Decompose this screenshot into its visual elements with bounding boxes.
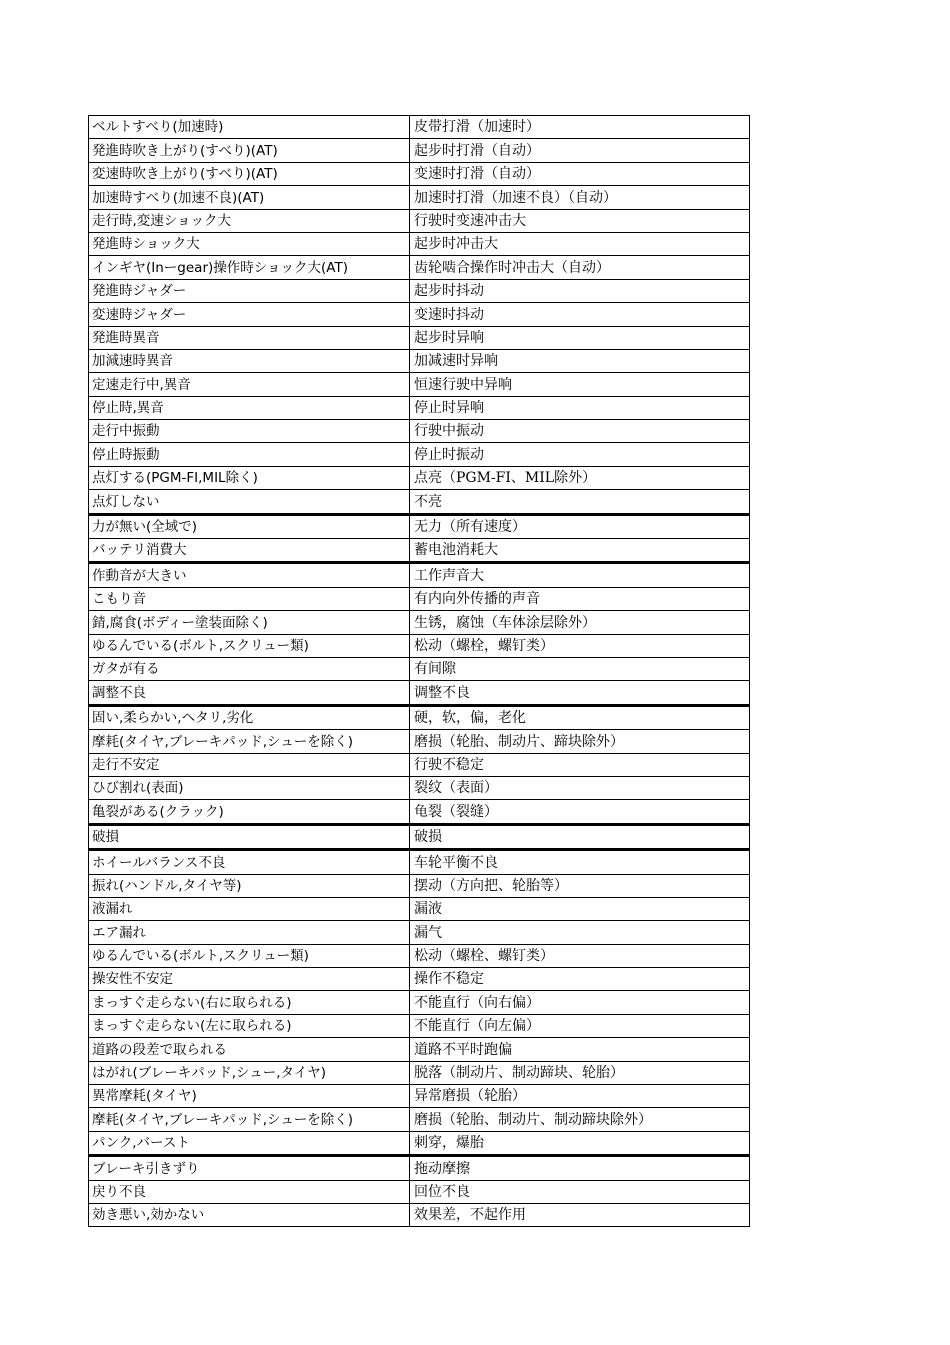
table-row <box>89 1014 750 1037</box>
table-row <box>89 991 750 1014</box>
table-row <box>89 1203 750 1226</box>
japanese-term-cell: こもり音 <box>89 587 410 610</box>
chinese-translation-cell: 无力（所有速度） <box>410 514 750 538</box>
chinese-translation-cell: 生锈，腐蚀（车体涂层除外） <box>410 611 750 634</box>
chinese-translation-cell: 有内向外传播的声音 <box>410 587 750 610</box>
japanese-term-cell: 停止時,異音 <box>89 396 410 419</box>
chinese-translation-cell: 松动（螺栓，螺钉类） <box>410 634 750 657</box>
chinese-translation-cell: 起步时打滑（自动） <box>410 139 750 162</box>
chinese-translation-cell: 调整不良 <box>410 681 750 705</box>
japanese-term-cell: 発進時異音 <box>89 326 410 349</box>
table-row <box>89 373 750 396</box>
table-row <box>89 1061 750 1084</box>
japanese-term-cell: 走行時,変速ショック大 <box>89 209 410 232</box>
japanese-term-cell: 異常摩耗(タイヤ) <box>89 1085 410 1108</box>
chinese-translation-cell: 停止时振动 <box>410 443 750 466</box>
table-row <box>89 874 750 897</box>
table-row <box>89 116 750 139</box>
table-row <box>89 563 750 587</box>
table-row <box>89 824 750 849</box>
japanese-term-cell: バッテリ消費大 <box>89 539 410 563</box>
chinese-translation-cell: 不能直行（向右偏） <box>410 991 750 1014</box>
chinese-translation-cell: 行驶中振动 <box>410 420 750 443</box>
chinese-translation-cell: 不亮 <box>410 490 750 514</box>
japanese-term-cell: 変速時吹き上がり(すべり)(AT) <box>89 162 410 185</box>
chinese-translation-cell: 变速时打滑（自动） <box>410 162 750 185</box>
chinese-translation-cell: 操作不稳定 <box>410 968 750 991</box>
japanese-term-cell: ベルトすべり(加速時) <box>89 116 410 139</box>
japanese-term-cell: まっすぐ走らない(右に取られる) <box>89 991 410 1014</box>
japanese-term-cell: 定速走行中,異音 <box>89 373 410 396</box>
chinese-translation-cell: 道路不平时跑偏 <box>410 1038 750 1061</box>
japanese-term-cell: 摩耗(タイヤ,ブレーキパッド,シューを除く) <box>89 730 410 753</box>
japanese-term-cell: 加速時すべり(加速不良)(AT) <box>89 186 410 209</box>
table-row <box>89 705 750 729</box>
table-row <box>89 209 750 232</box>
table-row <box>89 1085 750 1108</box>
chinese-translation-cell: 摆动（方向把、轮胎等） <box>410 874 750 897</box>
chinese-translation-cell: 裂纹（表面） <box>410 776 750 799</box>
chinese-translation-cell: 车轮平衡不良 <box>410 850 750 874</box>
japanese-term-cell: 点灯する(PGM-FI,MIL除く) <box>89 466 410 489</box>
table-row <box>89 279 750 302</box>
table-row <box>89 634 750 657</box>
chinese-translation-cell: 有间隙 <box>410 657 750 680</box>
chinese-translation-cell: 皮带打滑（加速时） <box>410 116 750 139</box>
japanese-term-cell: 走行中振動 <box>89 420 410 443</box>
japanese-term-cell: ブレーキ引きずり <box>89 1156 410 1180</box>
chinese-translation-cell: 加速时打滑（加速不良）（自动） <box>410 186 750 209</box>
table-row <box>89 162 750 185</box>
table-row <box>89 466 750 489</box>
japanese-term-cell: 加減速時異音 <box>89 349 410 372</box>
japanese-term-cell: 破損 <box>89 824 410 849</box>
chinese-translation-cell: 漏液 <box>410 897 750 920</box>
chinese-translation-cell: 磨损（轮胎、制动片、蹄块除外） <box>410 730 750 753</box>
table-row <box>89 420 750 443</box>
chinese-translation-cell: 脱落（制动片、制动蹄块、轮胎） <box>410 1061 750 1084</box>
chinese-translation-cell: 不能直行（向左偏） <box>410 1014 750 1037</box>
chinese-translation-cell: 工作声音大 <box>410 563 750 587</box>
japanese-term-cell: パンク,バースト <box>89 1131 410 1155</box>
table-row <box>89 944 750 967</box>
table-row <box>89 1108 750 1131</box>
table-row <box>89 657 750 680</box>
chinese-translation-cell: 拖动摩擦 <box>410 1156 750 1180</box>
table-row <box>89 514 750 538</box>
chinese-translation-cell: 龟裂（裂缝） <box>410 800 750 824</box>
japanese-term-cell: 発進時吹き上がり(すべり)(AT) <box>89 139 410 162</box>
table-row <box>89 139 750 162</box>
japanese-term-cell: 操安性不安定 <box>89 968 410 991</box>
japanese-term-cell: ひび割れ(表面) <box>89 776 410 799</box>
chinese-translation-cell: 磨损（轮胎、制动片、制动蹄块除外） <box>410 1108 750 1131</box>
table-row <box>89 326 750 349</box>
japanese-term-cell: はがれ(ブレーキパッド,シュー,タイヤ) <box>89 1061 410 1084</box>
japanese-term-cell: 摩耗(タイヤ,ブレーキパッド,シューを除く) <box>89 1108 410 1131</box>
japanese-term-cell: 点灯しない <box>89 490 410 514</box>
table-row <box>89 921 750 944</box>
chinese-translation-cell: 起步时异响 <box>410 326 750 349</box>
japanese-term-cell: ホイールバランス不良 <box>89 850 410 874</box>
table-row <box>89 186 750 209</box>
translation-table-body <box>89 116 750 1227</box>
japanese-term-cell: 錆,腐食(ボディー塗装面除く) <box>89 611 410 634</box>
japanese-term-cell: 調整不良 <box>89 681 410 705</box>
chinese-translation-cell: 破损 <box>410 824 750 849</box>
chinese-translation-cell: 刺穿，爆胎 <box>410 1131 750 1155</box>
japanese-term-cell: 走行不安定 <box>89 753 410 776</box>
japanese-term-cell: 発進時ショック大 <box>89 232 410 255</box>
table-row <box>89 1180 750 1203</box>
table-row <box>89 897 750 920</box>
table-row <box>89 776 750 799</box>
chinese-translation-cell: 硬，软，偏，老化 <box>410 705 750 729</box>
table-row <box>89 1156 750 1180</box>
table-row <box>89 349 750 372</box>
table-row <box>89 753 750 776</box>
table-row <box>89 800 750 824</box>
table-row <box>89 1038 750 1061</box>
chinese-translation-cell: 齿轮啮合操作时冲击大（自动） <box>410 256 750 279</box>
table-row <box>89 256 750 279</box>
table-row <box>89 232 750 255</box>
japanese-term-cell: 変速時ジャダー <box>89 303 410 326</box>
table-row <box>89 681 750 705</box>
table-row <box>89 303 750 326</box>
japanese-term-cell: 亀裂がある(クラック) <box>89 800 410 824</box>
japanese-term-cell: 発進時ジャダー <box>89 279 410 302</box>
chinese-translation-cell: 漏气 <box>410 921 750 944</box>
japanese-term-cell: エア漏れ <box>89 921 410 944</box>
chinese-translation-cell: 松动（螺栓、螺钉类） <box>410 944 750 967</box>
table-row <box>89 968 750 991</box>
chinese-translation-cell: 停止时异响 <box>410 396 750 419</box>
chinese-translation-cell: 蓄电池消耗大 <box>410 539 750 563</box>
japanese-term-cell: ゆるんでいる(ボルト,スクリュー類) <box>89 944 410 967</box>
chinese-translation-cell: 加减速时异响 <box>410 349 750 372</box>
japanese-term-cell: 戻り不良 <box>89 1180 410 1203</box>
table-row <box>89 587 750 610</box>
chinese-translation-cell: 恒速行驶中异响 <box>410 373 750 396</box>
table-row <box>89 1131 750 1155</box>
chinese-translation-cell: 效果差，不起作用 <box>410 1203 750 1226</box>
table-row <box>89 850 750 874</box>
japanese-term-cell: まっすぐ走らない(左に取られる) <box>89 1014 410 1037</box>
table-row <box>89 396 750 419</box>
japanese-term-cell: 振れ(ハンドル,タイヤ等) <box>89 874 410 897</box>
japanese-term-cell: 固い,柔らかい,ヘタリ,劣化 <box>89 705 410 729</box>
japanese-term-cell: 道路の段差で取られる <box>89 1038 410 1061</box>
chinese-translation-cell: 变速时抖动 <box>410 303 750 326</box>
chinese-translation-cell: 回位不良 <box>410 1180 750 1203</box>
japanese-term-cell: 停止時振動 <box>89 443 410 466</box>
chinese-translation-cell: 起步时冲击大 <box>410 232 750 255</box>
table-row <box>89 490 750 514</box>
chinese-translation-cell: 行驶时变速冲击大 <box>410 209 750 232</box>
japanese-term-cell: 効き悪い,効かない <box>89 1203 410 1226</box>
chinese-translation-cell: 行驶不稳定 <box>410 753 750 776</box>
japanese-term-cell: インギヤ(Inーgear)操作時ショック大(AT) <box>89 256 410 279</box>
japanese-term-cell: ゆるんでいる(ボルト,スクリュー類) <box>89 634 410 657</box>
chinese-translation-cell: 点亮（PGM-FI、MIL除外） <box>410 466 750 489</box>
japanese-term-cell: ガタが有る <box>89 657 410 680</box>
table-row <box>89 730 750 753</box>
japanese-term-cell: 液漏れ <box>89 897 410 920</box>
japanese-term-cell: 作動音が大きい <box>89 563 410 587</box>
translation-table <box>88 115 750 1227</box>
table-row <box>89 539 750 563</box>
table-row <box>89 611 750 634</box>
japanese-term-cell: 力が無い(全域で) <box>89 514 410 538</box>
chinese-translation-cell: 起步时抖动 <box>410 279 750 302</box>
chinese-translation-cell: 异常磨损（轮胎） <box>410 1085 750 1108</box>
table-row <box>89 443 750 466</box>
